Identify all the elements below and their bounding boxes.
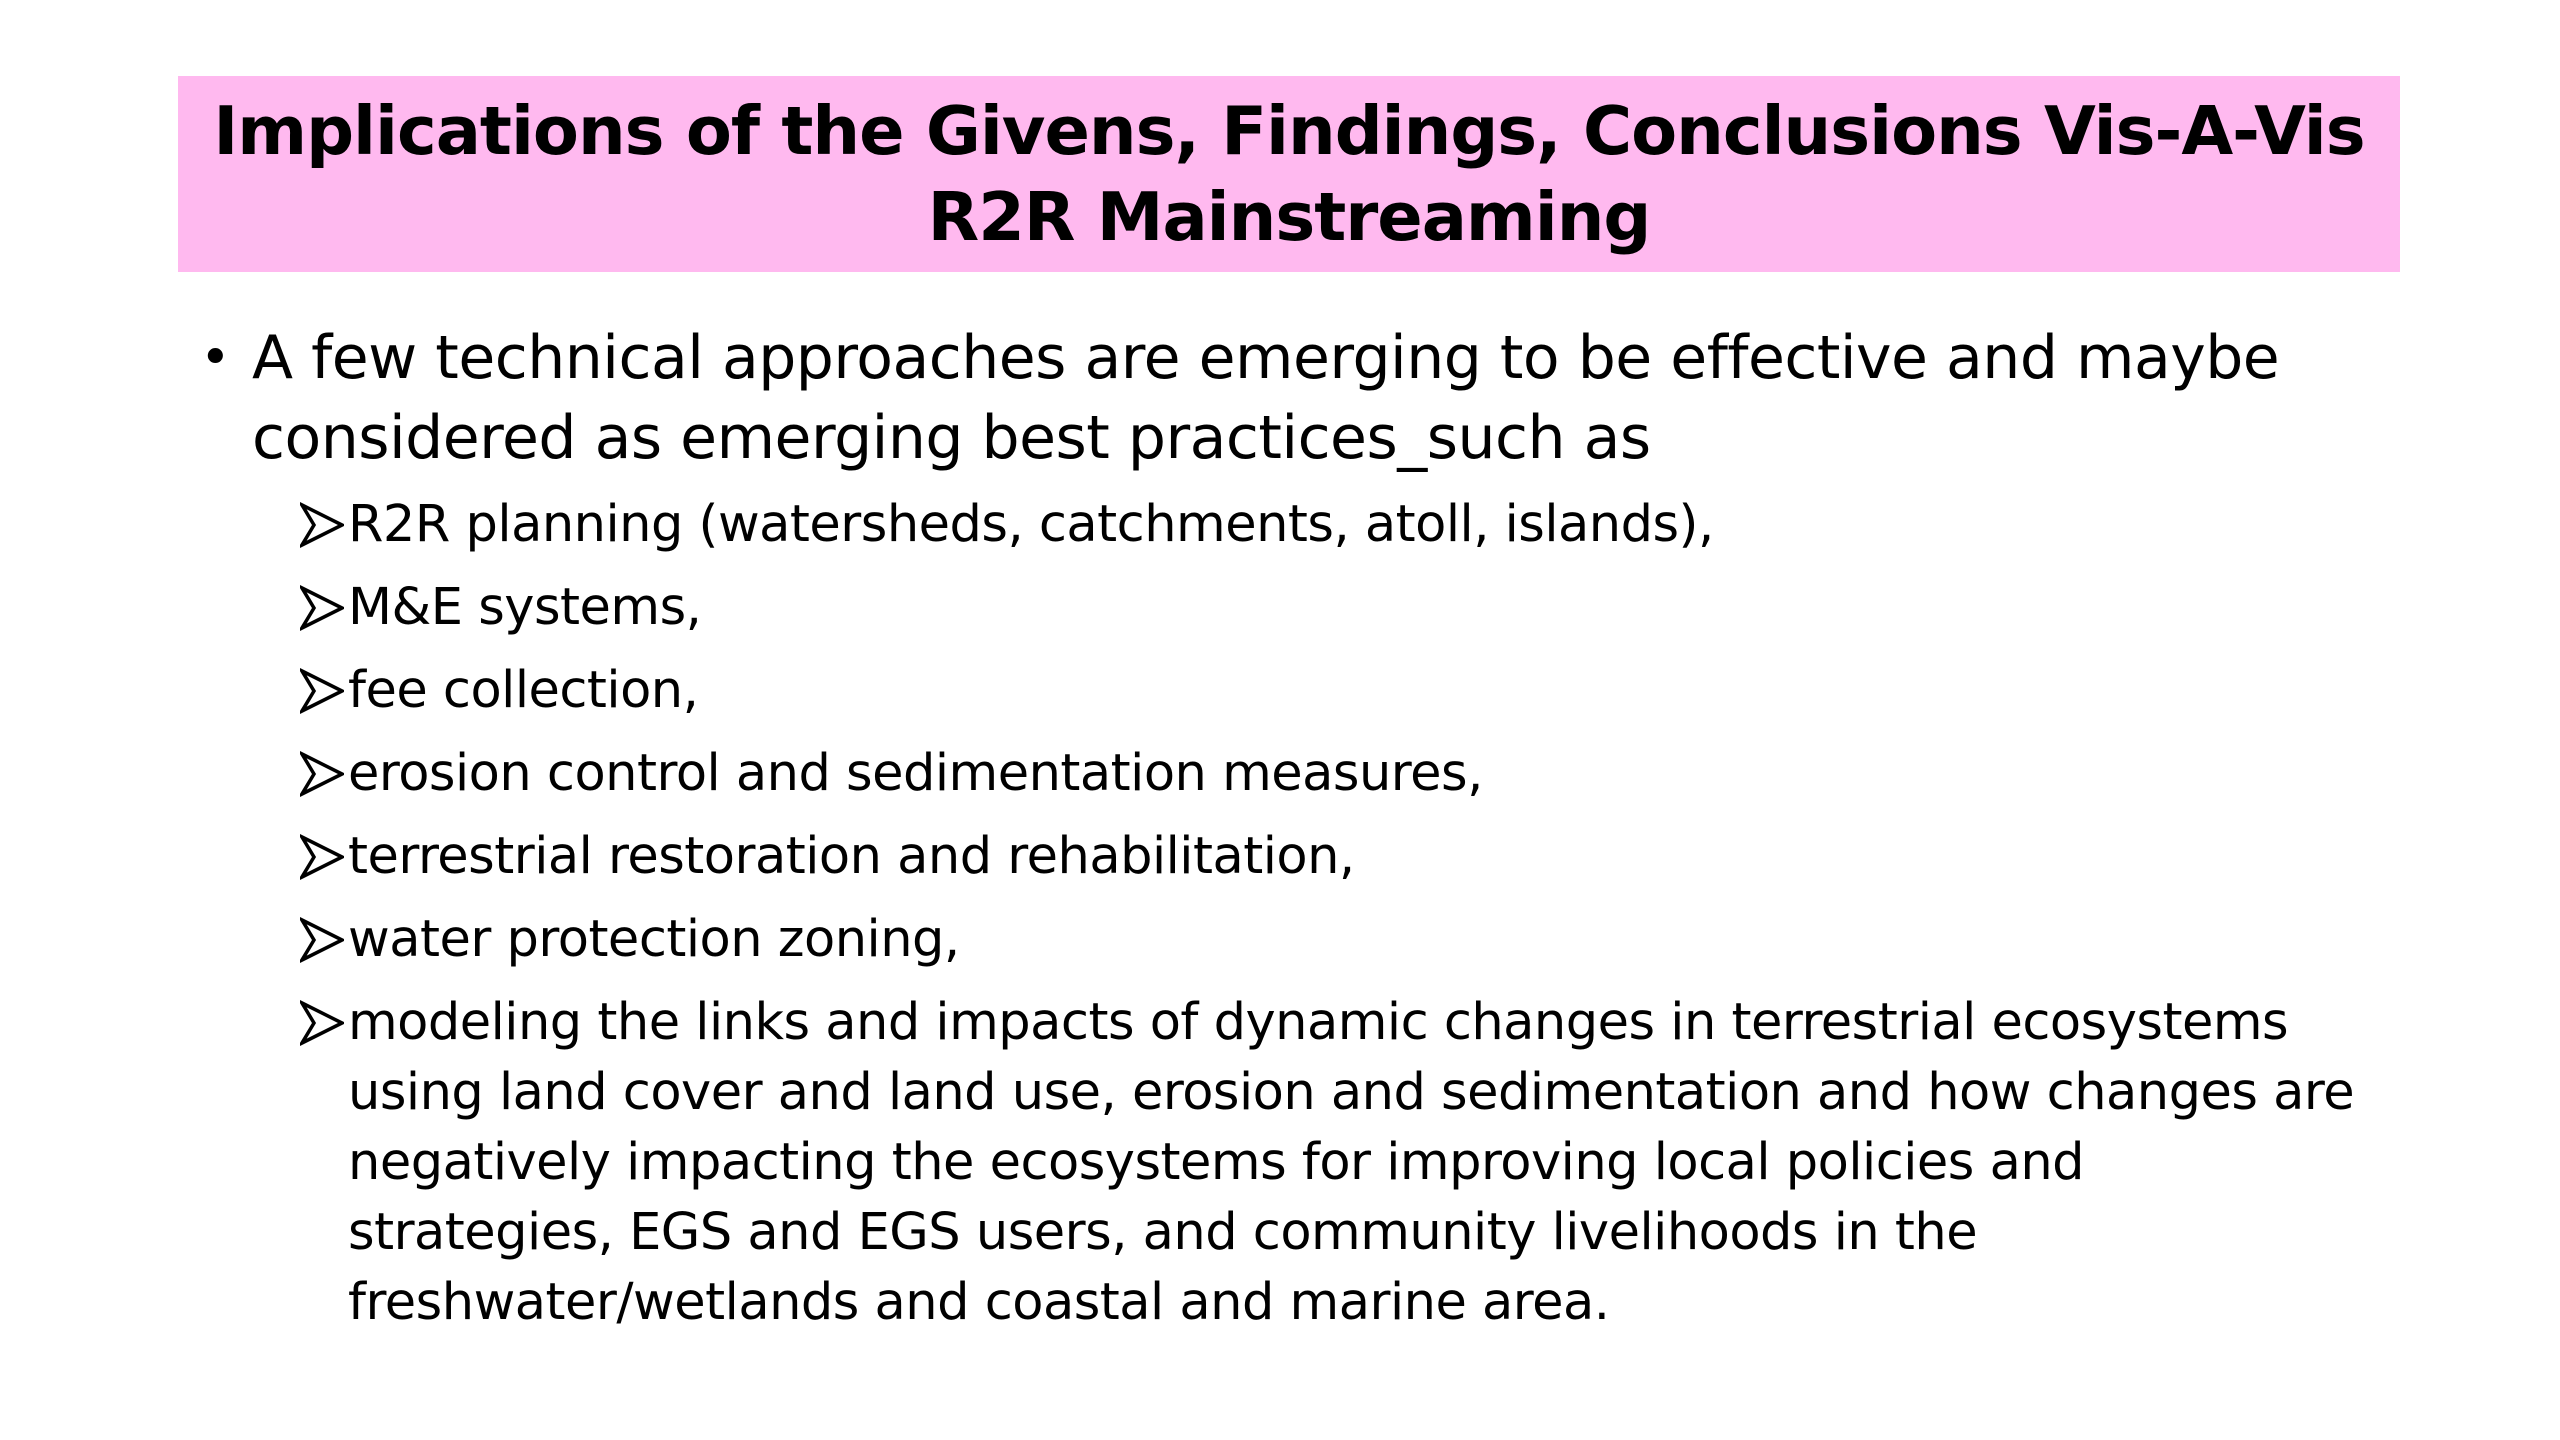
arrowhead-icon	[300, 917, 344, 963]
title-banner	[178, 76, 2400, 272]
sub-bullet-item	[300, 656, 2360, 726]
slide-title: Implications of the Givens, Findings, Conclusions Vis-A-Vis R2R Mainstreaming	[213, 92, 2365, 256]
sub-bullet-text: modeling the links and impacts of dynamic changes in terrestrial ecosystems using land cover and land use, erosion and sedimentation and how changes are negatively impacting the ecosystems for improving local policies and strategies, EGS and EGS users, and community livelihoods in the freshwater/wetlands and coastal and marine area.	[348, 993, 2355, 1332]
sub-bullet-text: water protection zoning,	[348, 910, 960, 969]
bullet-dot-icon: •	[200, 328, 231, 388]
sub-bullet-item	[300, 490, 2360, 560]
arrowhead-icon	[300, 668, 344, 714]
main-bullet	[200, 318, 2360, 478]
arrowhead-icon	[300, 585, 344, 631]
sub-bullet-item	[300, 822, 2360, 892]
sub-bullet-list	[300, 490, 2360, 1338]
sub-bullet-text: M&E systems,	[348, 578, 702, 637]
arrowhead-icon	[300, 502, 344, 548]
main-bullet-text: A few technical approaches are emerging to be effective and maybe considered as emerging best practices_such as	[252, 323, 2280, 473]
sub-bullet-item	[300, 905, 2360, 975]
sub-bullet-text: erosion control and sedimentation measures,	[348, 744, 1483, 803]
sub-bullet-item	[300, 573, 2360, 643]
sub-bullet-text: fee collection,	[348, 661, 699, 720]
sub-bullet-item	[300, 988, 2360, 1338]
arrowhead-icon	[300, 1000, 344, 1046]
sub-bullet-item	[300, 739, 2360, 809]
arrowhead-icon	[300, 751, 344, 797]
sub-bullet-text: R2R planning (watersheds, catchments, atoll, islands),	[348, 495, 1714, 554]
slide-content	[200, 318, 2360, 1351]
sub-bullet-text: terrestrial restoration and rehabilitation,	[348, 827, 1355, 886]
arrowhead-icon	[300, 834, 344, 880]
